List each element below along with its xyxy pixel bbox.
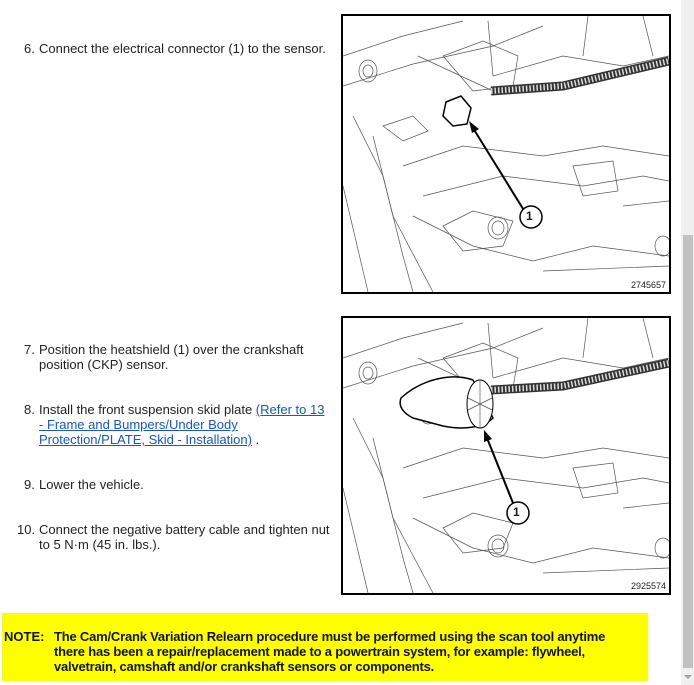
step-10 — [17, 522, 342, 554]
vertical-scrollbar[interactable] — [681, 0, 694, 685]
note-line: there has been a repair/replacement made to a powertrain system, for example: flywheel, — [54, 644, 585, 659]
step-text — [39, 402, 324, 447]
callout-number: 1 — [513, 505, 520, 519]
step-number: 8. — [24, 402, 35, 417]
note-box — [2, 613, 648, 681]
step-7 — [24, 342, 344, 374]
step-number: 10. — [17, 522, 36, 537]
scroll-down-arrow-icon[interactable] — [681, 669, 694, 685]
figure-heatshield — [341, 316, 671, 595]
note-line: The Cam/Crank Variation Relearn procedure must be performed using the scan tool anytime — [54, 629, 606, 644]
illustration-heatshield — [343, 318, 669, 593]
step-6 — [24, 41, 344, 57]
step-text — [39, 342, 303, 372]
scrollbar-thumb[interactable] — [683, 235, 693, 668]
step-text-line: Install the front suspension skid plate — [39, 402, 256, 417]
figure-connector — [341, 14, 671, 294]
step-text: Lower the vehicle. — [39, 477, 144, 492]
note-line: valvetrain, camshaft and/or crankshaft sensors or components. — [54, 659, 435, 674]
step-text-line: Position the heatshield (1) over the crankshaft — [39, 342, 304, 357]
step-number: 7. — [24, 342, 35, 357]
figure-id: 2745657 — [630, 280, 666, 290]
note-label: NOTE: — [4, 629, 45, 644]
step-9 — [24, 477, 344, 493]
step-text: Connect the electrical connector (1) to the sensor. — [39, 41, 326, 56]
link-line[interactable]: - Frame and Bumpers/Under Body — [39, 417, 238, 432]
step-number: 9. — [24, 477, 35, 492]
step-text-line: position (CKP) sensor. — [39, 357, 169, 372]
step-text — [39, 522, 330, 552]
step-number: 6. — [24, 41, 35, 56]
illustration-electrical-connector — [343, 16, 669, 292]
step-8 — [24, 402, 344, 450]
callout-number: 1 — [526, 209, 533, 223]
figure-id: 2925574 — [630, 581, 666, 591]
note-text — [54, 629, 644, 674]
step-text-line: to 5 N·m (45 in. lbs.). — [39, 537, 161, 552]
link-line[interactable]: (Refer to 13 — [255, 402, 325, 417]
step-text-line: . — [251, 432, 260, 447]
step-text-line: Connect the negative battery cable and tighten nut — [39, 522, 330, 537]
link-line[interactable]: Protection/PLATE, Skid - Installation) — [39, 432, 252, 447]
